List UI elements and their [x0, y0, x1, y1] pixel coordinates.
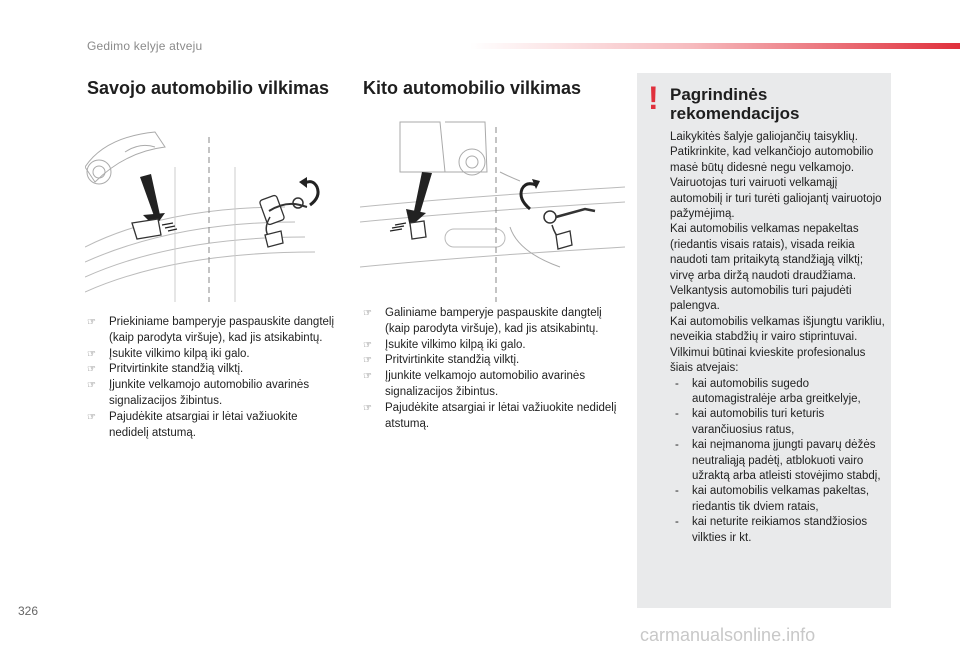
recommendation-paragraph: Laikykitės šalyje galiojančių taisyklių.	[670, 131, 858, 143]
list-item-text: Pajudėkite atsargiai ir lėtai važiuokite nedidelį atstumą.	[109, 410, 298, 439]
list-item-text: kai neturite reikiamos standžiosios vilkties ir kt.	[692, 516, 868, 544]
list-item-text: kai automobilis sugedo automagistralėje arba greitkelyje,	[692, 377, 861, 405]
list-item	[670, 438, 885, 484]
list-item	[87, 410, 337, 442]
dash-bullet: -	[675, 516, 679, 529]
recommendation-paragraph: Vilkimui būtinai kvieskite profesionalus šiais atvejais:	[670, 346, 866, 375]
hand-pointer-icon: ☞	[87, 348, 96, 360]
hand-pointer-icon: ☞	[363, 402, 372, 414]
dash-bullet: -	[675, 439, 679, 452]
list-item	[670, 407, 885, 438]
hand-pointer-icon: ☞	[363, 371, 372, 383]
list-item	[87, 362, 337, 378]
list-item	[87, 315, 337, 347]
other-towing-steps	[363, 306, 625, 432]
recommendation-paragraph: Patikrinkite, kad velkančiojo automobilio masė būtų didesnė negu velkamojo.	[670, 146, 874, 174]
recommendation-paragraph: Kai automobilis velkamas nepakeltas (riedantis visais ratais), visada reikia naudoti tam pritaikytą standžiąją vilktį; virvę arba diržą naudoti draudžiama.	[670, 223, 864, 282]
rear-bumper-illustration	[360, 117, 625, 302]
list-item-text: Pritvirtinkite standžią vilktį.	[109, 363, 244, 376]
section-label: Gedimo kelyje atveju	[87, 39, 203, 53]
warning-icon: !	[648, 80, 659, 116]
page-number: 326	[18, 604, 39, 618]
hand-pointer-icon: ☞	[87, 364, 96, 376]
recommendations-title	[670, 85, 799, 123]
dash-bullet: -	[675, 377, 679, 390]
own-towing-title: Savojo automobilio vilkimas	[87, 78, 330, 98]
list-item	[363, 353, 625, 369]
recommendation-paragraph: Kai automobilis velkamas išjungtu varikliu, neveikia stabdžių ir vairo stiprintuvai.	[670, 315, 885, 344]
list-item	[363, 401, 625, 433]
recommendation-paragraph: Velkantysis automobilis turi pajudėti palengva.	[670, 285, 852, 313]
dash-bullet: -	[675, 485, 679, 498]
list-item-text: kai automobilis turi keturis varančiuosius ratus,	[692, 408, 825, 436]
list-item-text: Įsukite vilkimo kilpą iki galo.	[385, 338, 526, 351]
list-item-text: Įjunkite velkamojo automobilio avarinės signalizacijos žibintus.	[385, 370, 586, 398]
list-item-text: Galiniame bamperyje paspauskite dangtelį (kaip parodyta viršuje), kad jis atsikabintų.	[385, 307, 602, 335]
list-item-text: Įjunkite velkamojo automobilio avarinės signalizacijos žibintus.	[109, 379, 310, 407]
list-item-text: Įsukite vilkimo kilpą iki galo.	[109, 347, 250, 360]
hand-pointer-icon: ☞	[363, 339, 372, 351]
recommendations-title-line2: rekomendacijos	[670, 104, 800, 123]
hand-pointer-icon: ☞	[87, 380, 96, 392]
list-item	[670, 515, 885, 546]
front-bumper-drawing	[85, 127, 348, 302]
professional-cases-list	[670, 377, 885, 546]
list-item	[670, 377, 885, 408]
list-item-text: kai automobilis velkamas pakeltas, riedantis tik dviem ratais,	[692, 485, 870, 513]
list-item-text: Priekiniame bamperyje paspauskite dangtelį (kaip parodyta viršuje), kad jis atsikabintų.	[109, 316, 335, 344]
list-item	[363, 338, 625, 354]
hand-pointer-icon: ☞	[87, 317, 96, 328]
list-item	[363, 369, 625, 401]
recommendations-title-line1: Pagrindinės	[670, 85, 768, 104]
list-item	[363, 306, 625, 338]
recommendations-text	[670, 130, 885, 546]
list-item	[670, 484, 885, 515]
list-item	[87, 378, 337, 410]
hand-pointer-icon: ☞	[87, 411, 96, 423]
list-item	[87, 347, 337, 363]
dash-bullet: -	[675, 408, 679, 421]
watermark: carmanualsonline.info	[640, 625, 816, 645]
list-item-text: kai neįmanoma įjungti pavarų dėžės neutraliąją padėtį, atblokuoti vairo užraktą arba atleisti stovėjimo stabdį,	[692, 439, 881, 482]
own-towing-steps	[87, 315, 337, 441]
front-bumper-illustration	[85, 127, 348, 302]
rear-bumper-drawing	[360, 117, 625, 302]
list-item-text: Pajudėkite atsargiai ir lėtai važiuokite nedidelį atstumą.	[385, 401, 617, 430]
hand-pointer-icon: ☞	[363, 355, 372, 367]
hand-pointer-icon: ☞	[363, 308, 372, 319]
other-towing-title: Kito automobilio vilkimas	[363, 78, 582, 98]
recommendation-paragraph: Vairuotojas turi vairuoti velkamąjį automobilį ir turi turėti galiojantį vairuotojo pažymėjimą.	[670, 177, 882, 221]
list-item-text: Pritvirtinkite standžią vilktį.	[385, 354, 520, 367]
header-accent-bar	[470, 43, 960, 49]
